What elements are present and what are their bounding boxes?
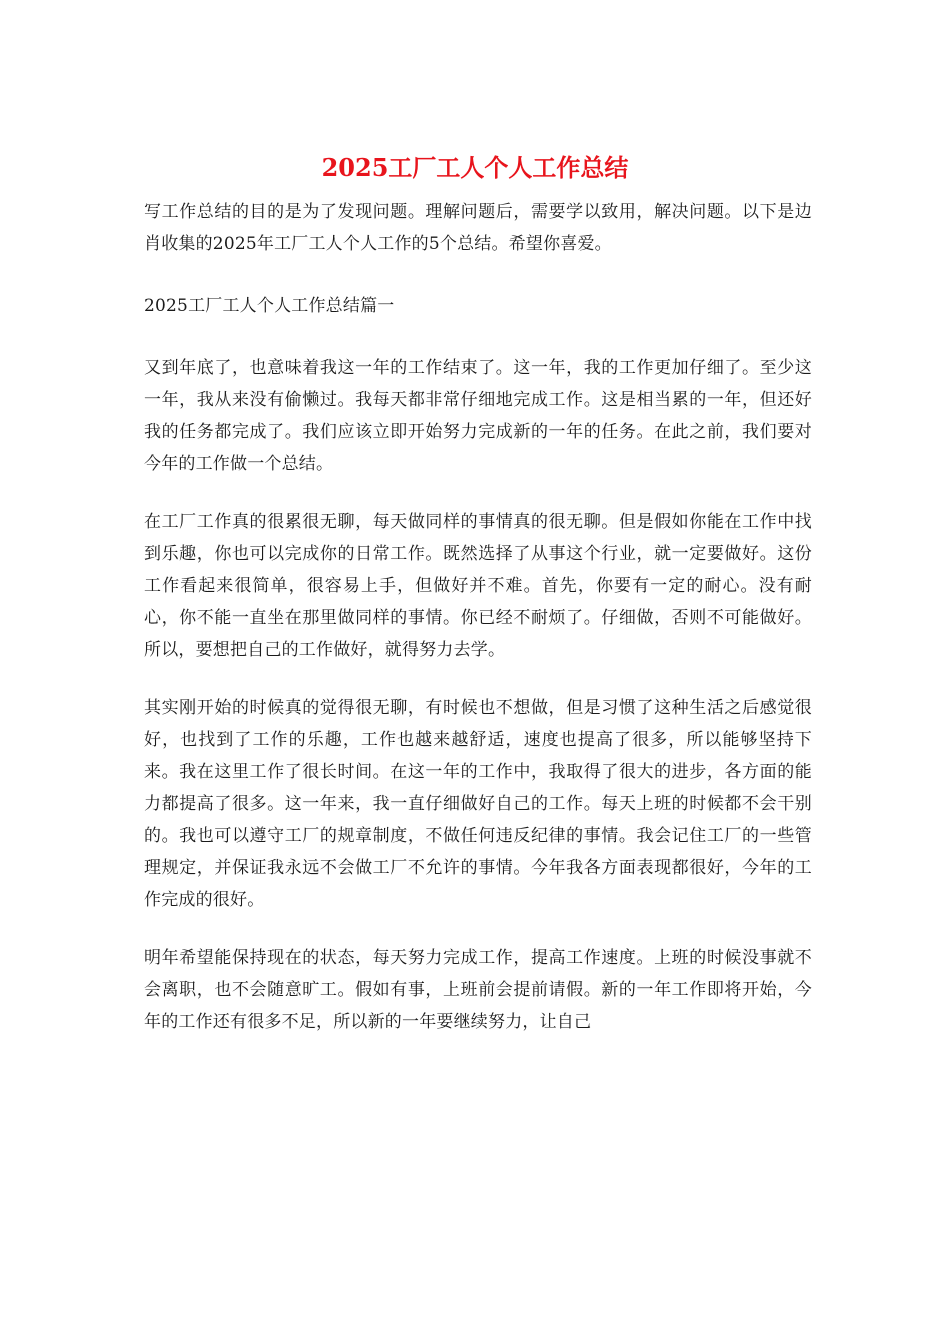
body-paragraph-3: 其实刚开始的时候真的觉得很无聊，有时候也不想做，但是习惯了这种生活之后感觉很好，也找到了工作的乐趣，工作也越来越舒适，速度也提高了很多，所以能够坚持下来。我在这里工作了很长时间。在这一年的工作中，我取得了很大的进步，各方面的能力都提高了很多。这一年来，我一直仔细做好自己的工作。每天上班的时候都不会干别的。我也可以遵守工厂的规章制度，不做任何违反纪律的事情。我会记住工厂的一些管理规定，并保证我永远不会做工厂不允许的事情。今年我各方面表现都很好，今年的工作完成的很好。 xyxy=(144,698,812,910)
spacer xyxy=(144,916,812,942)
body-paragraph-1: 又到年底了，也意味着我这一年的工作结束了。这一年，我的工作更加仔细了。至少这一年，我从来没有偷懒过。我每天都非常仔细地完成工作。这是相当累的一年，但还好我的任务都完成了。我们应该立即开始努力完成新的一年的任务。在此之前，我们要对今年的工作做一个总结。 xyxy=(144,358,812,474)
intro-paragraph: 写工作总结的目的是为了发现问题。理解问题后，需要学以致用，解决问题。以下是边肖收集的2025年工厂工人个人工作的5个总结。希望你喜爱。 xyxy=(144,202,812,254)
body-paragraph-2: 在工厂工作真的很累很无聊，每天做同样的事情真的很无聊。但是假如你能在工作中找到乐趣，你也可以完成你的日常工作。既然选择了从事这个行业，就一定要做好。这份工作看起来很简单，很容易上手，但做好并不难。首先，你要有一定的耐心。没有耐心，你不能一直坐在那里做同样的事情。你已经不耐烦了。仔细做，否则不可能做好。所以，要想把自己的工作做好，就得努力去学。 xyxy=(144,512,812,660)
spacer xyxy=(144,322,812,352)
document-title: 2025工厂工人个人工作总结 xyxy=(321,153,629,182)
spacer xyxy=(144,260,812,290)
document-body xyxy=(144,196,812,1038)
body-paragraph-4: 明年希望能保持现在的状态，每天努力完成工作，提高工作速度。上班的时候没事就不会离职，也不会随意旷工。假如有事，上班前会提前请假。新的一年工作即将开始，今年的工作还有很多不足，所以新的一年要继续努力，让自己 xyxy=(144,948,812,1032)
spacer xyxy=(144,666,812,692)
spacer xyxy=(144,480,812,506)
section-heading: 2025工厂工人个人工作总结篇一 xyxy=(144,296,395,316)
